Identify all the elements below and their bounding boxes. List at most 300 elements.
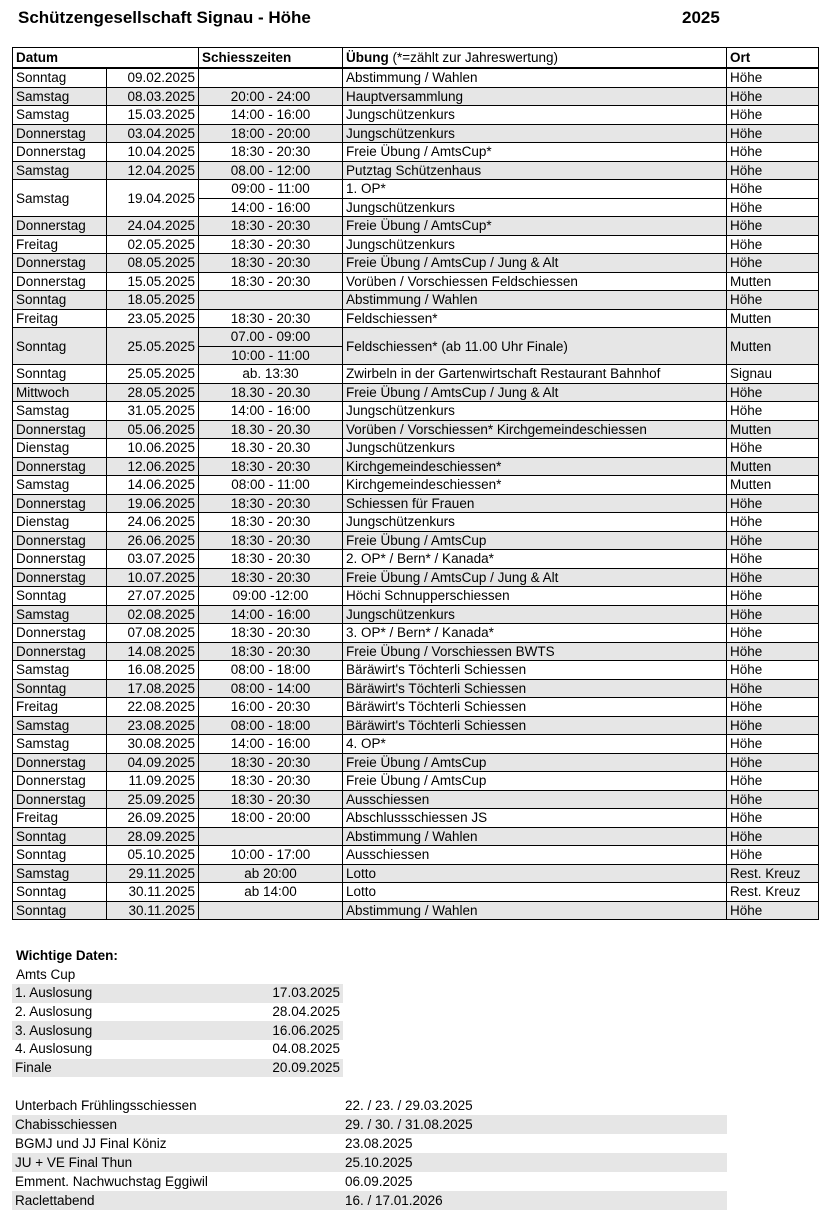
row-event: 1. OP*	[343, 180, 727, 199]
page-title: Schützengesellschaft Signau - Höhe	[18, 8, 311, 27]
col-zeiten: Schiesszeiten	[199, 48, 343, 69]
amts-row	[12, 1003, 343, 1022]
amts-label: 4. Auslosung	[15, 1041, 93, 1057]
row-ort: Höhe	[727, 198, 819, 217]
row-day: Mittwoch	[13, 383, 107, 402]
row-time: 18:30 - 20:30	[199, 513, 343, 532]
row-ort: Höhe	[727, 291, 819, 310]
row-date: 07.08.2025	[107, 624, 199, 643]
row-date: 16.08.2025	[107, 661, 199, 680]
row-ort: Höhe	[727, 143, 819, 162]
schedule-body	[13, 68, 819, 920]
row-day: Donnerstag	[13, 254, 107, 273]
row-date: 10.06.2025	[107, 439, 199, 458]
schedule-row	[13, 494, 819, 513]
row-ort: Höhe	[727, 531, 819, 550]
event-date: 23.08.2025	[345, 1135, 413, 1151]
row-day: Donnerstag	[13, 494, 107, 513]
row-day: Sonntag	[13, 679, 107, 698]
event-date: 06.09.2025	[345, 1173, 413, 1189]
schedule-row	[13, 735, 819, 754]
row-ort: Höhe	[727, 735, 819, 754]
amts-cup-table	[12, 984, 343, 1077]
row-date: 14.08.2025	[107, 642, 199, 661]
row-time: 18:30 - 20:30	[199, 272, 343, 291]
event-label: BGMJ und JJ Final Köniz	[15, 1135, 167, 1151]
row-event: Kirchgemeindeschiessen*	[343, 476, 727, 495]
row-event: Schiessen für Frauen	[343, 494, 727, 513]
row-date: 24.04.2025	[107, 217, 199, 236]
row-date: 04.09.2025	[107, 753, 199, 772]
row-event: Jungschützenkurs	[343, 402, 727, 421]
row-event: Freie Übung / AmtsCup	[343, 531, 727, 550]
row-time: 18:30 - 20:30	[199, 772, 343, 791]
schedule-row	[13, 716, 819, 735]
row-event: Putztag Schützenhaus	[343, 161, 727, 180]
row-event: Jungschützenkurs	[343, 106, 727, 125]
row-date: 03.07.2025	[107, 550, 199, 569]
row-ort: Höhe	[727, 790, 819, 809]
row-time: 20:00 - 24:00	[199, 87, 343, 106]
amts-label: Finale	[12, 1059, 212, 1078]
row-ort: Höhe	[727, 772, 819, 791]
row-ort: Höhe	[727, 661, 819, 680]
row-ort: Höhe	[727, 402, 819, 421]
row-day: Samstag	[13, 864, 107, 883]
row-event: Freie Übung / AmtsCup / Jung & Alt	[343, 568, 727, 587]
row-time: 18:30 - 20:30	[199, 753, 343, 772]
row-day: Donnerstag	[13, 550, 107, 569]
row-date: 28.05.2025	[107, 383, 199, 402]
row-date: 22.08.2025	[107, 698, 199, 717]
row-event: Jungschützenkurs	[343, 513, 727, 532]
important-dates-title: Wichtige Daten:	[16, 948, 118, 963]
amts-label: 2. Auslosung	[15, 1004, 93, 1020]
row-date: 25.09.2025	[107, 790, 199, 809]
row-day: Donnerstag	[13, 772, 107, 791]
schedule-row	[13, 846, 819, 865]
row-time: 14:00 - 16:00	[199, 402, 343, 421]
row-time: 14:00 - 16:00	[199, 198, 343, 217]
row-event: Freie Übung / AmtsCup / Jung & Alt	[343, 383, 727, 402]
row-event: Feldschiessen* (ab 11.00 Uhr Finale)	[343, 328, 727, 365]
row-time	[199, 68, 343, 87]
row-time: 18.30 - 20.30	[199, 439, 343, 458]
event-row	[12, 1134, 727, 1153]
row-time: 18:30 - 20:30	[199, 790, 343, 809]
row-time: 18:30 - 20:30	[199, 531, 343, 550]
row-day: Sonntag	[13, 291, 107, 310]
amts-date: 20.09.2025	[212, 1059, 343, 1078]
row-ort: Höhe	[727, 439, 819, 458]
row-ort: Höhe	[727, 624, 819, 643]
row-ort: Mutten	[727, 272, 819, 291]
row-date: 30.11.2025	[107, 901, 199, 920]
row-date: 19.04.2025	[107, 180, 199, 217]
row-ort: Höhe	[727, 217, 819, 236]
row-ort: Mutten	[727, 309, 819, 328]
row-time: 18:30 - 20:30	[199, 457, 343, 476]
row-event: Ausschiessen	[343, 790, 727, 809]
row-time: 18:30 - 20:30	[199, 494, 343, 513]
event-date: 25.10.2025	[342, 1153, 727, 1172]
row-event: Abstimmung / Wahlen	[343, 827, 727, 846]
row-day: Sonntag	[13, 328, 107, 365]
row-day: Donnerstag	[13, 790, 107, 809]
row-time: 16:00 - 20:30	[199, 698, 343, 717]
schedule-row	[13, 661, 819, 680]
row-time: 18:30 - 20:30	[199, 235, 343, 254]
row-date: 15.03.2025	[107, 106, 199, 125]
row-event: Abstimmung / Wahlen	[343, 291, 727, 310]
event-label: Chabisschiessen	[12, 1115, 342, 1134]
schedule-row	[13, 235, 819, 254]
row-ort: Rest. Kreuz	[727, 883, 819, 902]
schedule-row	[13, 587, 819, 606]
row-day: Donnerstag	[13, 272, 107, 291]
amts-cup-body	[12, 984, 343, 1077]
row-event: Feldschiessen*	[343, 309, 727, 328]
row-ort: Höhe	[727, 124, 819, 143]
schedule-row	[13, 457, 819, 476]
row-day: Sonntag	[13, 883, 107, 902]
schedule-row	[13, 124, 819, 143]
row-time: 18:30 - 20:30	[199, 309, 343, 328]
event-label: JU + VE Final Thun	[12, 1153, 342, 1172]
amts-row	[12, 984, 343, 1003]
row-date: 23.08.2025	[107, 716, 199, 735]
row-date: 12.06.2025	[107, 457, 199, 476]
row-ort: Höhe	[727, 753, 819, 772]
row-time: 18:30 - 20:30	[199, 642, 343, 661]
row-time	[199, 827, 343, 846]
row-event: Vorüben / Vorschiessen* Kirchgemeindeschiessen	[343, 420, 727, 439]
amts-row	[12, 1021, 343, 1040]
row-ort: Höhe	[727, 68, 819, 87]
event-date: 16. / 17.01.2026	[342, 1191, 727, 1210]
schedule-row	[13, 772, 819, 791]
row-time: 09:00 -12:00	[199, 587, 343, 606]
schedule-row	[13, 254, 819, 273]
row-event: Freie Übung / AmtsCup / Jung & Alt	[343, 254, 727, 273]
col-datum: Datum	[13, 48, 199, 69]
row-date: 02.08.2025	[107, 605, 199, 624]
row-event: Freie Übung / AmtsCup	[343, 753, 727, 772]
row-date: 08.03.2025	[107, 87, 199, 106]
schedule-row	[13, 402, 819, 421]
row-day: Samstag	[13, 661, 107, 680]
row-day: Samstag	[13, 716, 107, 735]
row-day: Donnerstag	[13, 124, 107, 143]
schedule-row	[13, 328, 819, 347]
schedule-row	[13, 827, 819, 846]
row-day: Samstag	[13, 87, 107, 106]
schedule-row	[13, 809, 819, 828]
schedule-row	[13, 531, 819, 550]
row-date: 26.09.2025	[107, 809, 199, 828]
amts-label: 3. Auslosung	[12, 1021, 212, 1040]
row-time: 07.00 - 09:00	[199, 328, 343, 347]
amts-row	[12, 1059, 343, 1078]
schedule-row	[13, 753, 819, 772]
event-row	[12, 1115, 727, 1134]
row-day: Sonntag	[13, 68, 107, 87]
row-event: Lotto	[343, 864, 727, 883]
row-date: 08.05.2025	[107, 254, 199, 273]
row-date: 11.09.2025	[107, 772, 199, 791]
row-date: 10.04.2025	[107, 143, 199, 162]
page-year: 2025	[682, 8, 720, 27]
row-date: 05.06.2025	[107, 420, 199, 439]
row-event: Freie Übung / AmtsCup*	[343, 217, 727, 236]
event-row	[12, 1172, 727, 1191]
schedule-row	[13, 605, 819, 624]
row-event: Jungschützenkurs	[343, 124, 727, 143]
row-date: 23.05.2025	[107, 309, 199, 328]
row-ort: Rest. Kreuz	[727, 864, 819, 883]
schedule-row	[13, 864, 819, 883]
row-day: Samstag	[13, 402, 107, 421]
row-day: Freitag	[13, 235, 107, 254]
row-date: 30.11.2025	[107, 883, 199, 902]
row-event: Lotto	[343, 883, 727, 902]
row-date: 10.07.2025	[107, 568, 199, 587]
row-day: Sonntag	[13, 587, 107, 606]
row-ort: Höhe	[727, 513, 819, 532]
schedule-row	[13, 87, 819, 106]
row-ort: Höhe	[727, 642, 819, 661]
row-time: 08:00 - 11:00	[199, 476, 343, 495]
row-date: 29.11.2025	[107, 864, 199, 883]
schedule-row	[13, 420, 819, 439]
row-ort: Mutten	[727, 328, 819, 365]
schedule-row	[13, 180, 819, 199]
row-event: Abstimmung / Wahlen	[343, 901, 727, 920]
row-event: Bäräwirt's Töchterli Schiessen	[343, 679, 727, 698]
events-table	[12, 1096, 727, 1210]
row-ort: Signau	[727, 365, 819, 384]
schedule-row	[13, 365, 819, 384]
row-day: Samstag	[13, 106, 107, 125]
row-date: 25.05.2025	[107, 365, 199, 384]
event-label: Raclettabend	[12, 1191, 342, 1210]
row-time: 18:00 - 20:00	[199, 124, 343, 143]
row-date: 24.06.2025	[107, 513, 199, 532]
col-uebung-label: Übung	[346, 50, 389, 65]
row-day: Donnerstag	[13, 420, 107, 439]
row-date: 05.10.2025	[107, 846, 199, 865]
row-ort: Höhe	[727, 106, 819, 125]
col-uebung	[343, 48, 727, 69]
row-time: 08:00 - 18:00	[199, 661, 343, 680]
row-day: Donnerstag	[13, 457, 107, 476]
row-date: 09.02.2025	[107, 68, 199, 87]
row-date: 15.05.2025	[107, 272, 199, 291]
row-event: Ausschiessen	[343, 846, 727, 865]
row-event: Jungschützenkurs	[343, 439, 727, 458]
schedule-row	[13, 624, 819, 643]
row-ort: Mutten	[727, 420, 819, 439]
row-event: 3. OP* / Bern* / Kanada*	[343, 624, 727, 643]
row-date: 14.06.2025	[107, 476, 199, 495]
row-date: 02.05.2025	[107, 235, 199, 254]
row-day: Donnerstag	[13, 143, 107, 162]
row-time: 18.30 - 20.30	[199, 383, 343, 402]
events-body	[12, 1096, 727, 1210]
amts-label: 1. Auslosung	[12, 984, 212, 1003]
event-label: Emment. Nachwuchstag Eggiwil	[15, 1173, 208, 1189]
row-time: 10:00 - 11:00	[199, 346, 343, 365]
event-date: 22. / 23. / 29.03.2025	[345, 1097, 473, 1113]
schedule-row	[13, 106, 819, 125]
row-time: 08:00 - 18:00	[199, 716, 343, 735]
schedule-header-row	[13, 48, 819, 69]
row-day: Sonntag	[13, 901, 107, 920]
row-date: 18.05.2025	[107, 291, 199, 310]
row-date: 31.05.2025	[107, 402, 199, 421]
schedule-row	[13, 161, 819, 180]
row-event: Hauptversammlung	[343, 87, 727, 106]
row-time: ab 14:00	[199, 883, 343, 902]
row-ort: Höhe	[727, 587, 819, 606]
schedule-row	[13, 883, 819, 902]
schedule-row	[13, 901, 819, 920]
schedule-row	[13, 568, 819, 587]
row-ort: Höhe	[727, 383, 819, 402]
row-day: Samstag	[13, 735, 107, 754]
row-event: Bäräwirt's Töchterli Schiessen	[343, 716, 727, 735]
row-ort: Höhe	[727, 568, 819, 587]
schedule-row	[13, 217, 819, 236]
row-event: Jungschützenkurs	[343, 198, 727, 217]
amts-date: 28.04.2025	[272, 1004, 340, 1020]
row-event: Freie Übung / AmtsCup*	[343, 143, 727, 162]
row-event: Jungschützenkurs	[343, 235, 727, 254]
row-day: Samstag	[13, 180, 107, 217]
row-ort: Höhe	[727, 161, 819, 180]
row-ort: Höhe	[727, 827, 819, 846]
row-ort: Höhe	[727, 605, 819, 624]
row-event: Abstimmung / Wahlen	[343, 68, 727, 87]
row-day: Donnerstag	[13, 217, 107, 236]
row-ort: Mutten	[727, 457, 819, 476]
row-date: 28.09.2025	[107, 827, 199, 846]
row-ort: Höhe	[727, 87, 819, 106]
schedule-row	[13, 143, 819, 162]
row-event: Bäräwirt's Töchterli Schiessen	[343, 698, 727, 717]
row-day: Freitag	[13, 309, 107, 328]
row-time: 18.30 - 20.30	[199, 420, 343, 439]
row-day: Donnerstag	[13, 531, 107, 550]
row-event: Bäräwirt's Töchterli Schiessen	[343, 661, 727, 680]
schedule-row	[13, 476, 819, 495]
schedule-row	[13, 309, 819, 328]
row-date: 30.08.2025	[107, 735, 199, 754]
amts-date: 04.08.2025	[272, 1041, 340, 1057]
row-day: Sonntag	[13, 827, 107, 846]
amts-date: 17.03.2025	[212, 984, 343, 1003]
schedule-row	[13, 68, 819, 87]
schedule-row	[13, 272, 819, 291]
row-time: 10:00 - 17:00	[199, 846, 343, 865]
schedule-row	[13, 679, 819, 698]
row-date: 27.07.2025	[107, 587, 199, 606]
row-date: 19.06.2025	[107, 494, 199, 513]
row-day: Donnerstag	[13, 568, 107, 587]
row-date: 03.04.2025	[107, 124, 199, 143]
row-day: Freitag	[13, 698, 107, 717]
row-time: 14:00 - 16:00	[199, 605, 343, 624]
row-time	[199, 291, 343, 310]
event-row	[12, 1191, 727, 1210]
row-event: Zwirbeln in der Gartenwirtschaft Restaurant Bahnhof	[343, 365, 727, 384]
row-time: 18:30 - 20:30	[199, 624, 343, 643]
row-date: 17.08.2025	[107, 679, 199, 698]
row-event: Freie Übung / AmtsCup	[343, 772, 727, 791]
schedule-row	[13, 383, 819, 402]
row-time: 18:00 - 20:00	[199, 809, 343, 828]
row-ort: Höhe	[727, 254, 819, 273]
row-day: Dienstag	[13, 439, 107, 458]
row-day: Samstag	[13, 161, 107, 180]
row-time: ab 20:00	[199, 864, 343, 883]
event-date: 29. / 30. / 31.08.2025	[342, 1115, 727, 1134]
event-row	[12, 1153, 727, 1172]
row-ort: Höhe	[727, 716, 819, 735]
row-date: 26.06.2025	[107, 531, 199, 550]
schedule-row	[13, 439, 819, 458]
schedule-row	[13, 790, 819, 809]
row-event: Jungschützenkurs	[343, 605, 727, 624]
row-time: 08.00 - 12:00	[199, 161, 343, 180]
row-ort: Mutten	[727, 476, 819, 495]
row-day: Donnerstag	[13, 642, 107, 661]
row-date: 12.04.2025	[107, 161, 199, 180]
row-ort: Höhe	[727, 901, 819, 920]
row-time: 18:30 - 20:30	[199, 550, 343, 569]
schedule-table	[12, 47, 819, 920]
row-time	[199, 901, 343, 920]
row-event: Vorüben / Vorschiessen Feldschiessen	[343, 272, 727, 291]
row-ort: Höhe	[727, 679, 819, 698]
row-event: Freie Übung / Vorschiessen BWTS	[343, 642, 727, 661]
row-day: Sonntag	[13, 365, 107, 384]
row-ort: Höhe	[727, 550, 819, 569]
row-event: 4. OP*	[343, 735, 727, 754]
row-ort: Höhe	[727, 494, 819, 513]
row-time: 14:00 - 16:00	[199, 106, 343, 125]
schedule-row	[13, 550, 819, 569]
row-day: Sonntag	[13, 846, 107, 865]
row-ort: Höhe	[727, 235, 819, 254]
row-event: Höchi Schnupperschiessen	[343, 587, 727, 606]
schedule-row	[13, 513, 819, 532]
event-label: Unterbach Frühlingsschiessen	[15, 1097, 197, 1113]
row-ort: Höhe	[727, 846, 819, 865]
row-day: Donnerstag	[13, 753, 107, 772]
schedule-row	[13, 698, 819, 717]
row-ort: Höhe	[727, 809, 819, 828]
col-ort: Ort	[727, 48, 819, 69]
row-day: Freitag	[13, 809, 107, 828]
amts-cup-label: Amts Cup	[16, 967, 76, 982]
row-time: 14:00 - 16:00	[199, 735, 343, 754]
row-time: 18:30 - 20:30	[199, 143, 343, 162]
row-event: 2. OP* / Bern* / Kanada*	[343, 550, 727, 569]
schedule-row	[13, 642, 819, 661]
row-time: 08:00 - 14:00	[199, 679, 343, 698]
row-time: ab. 13:30	[199, 365, 343, 384]
